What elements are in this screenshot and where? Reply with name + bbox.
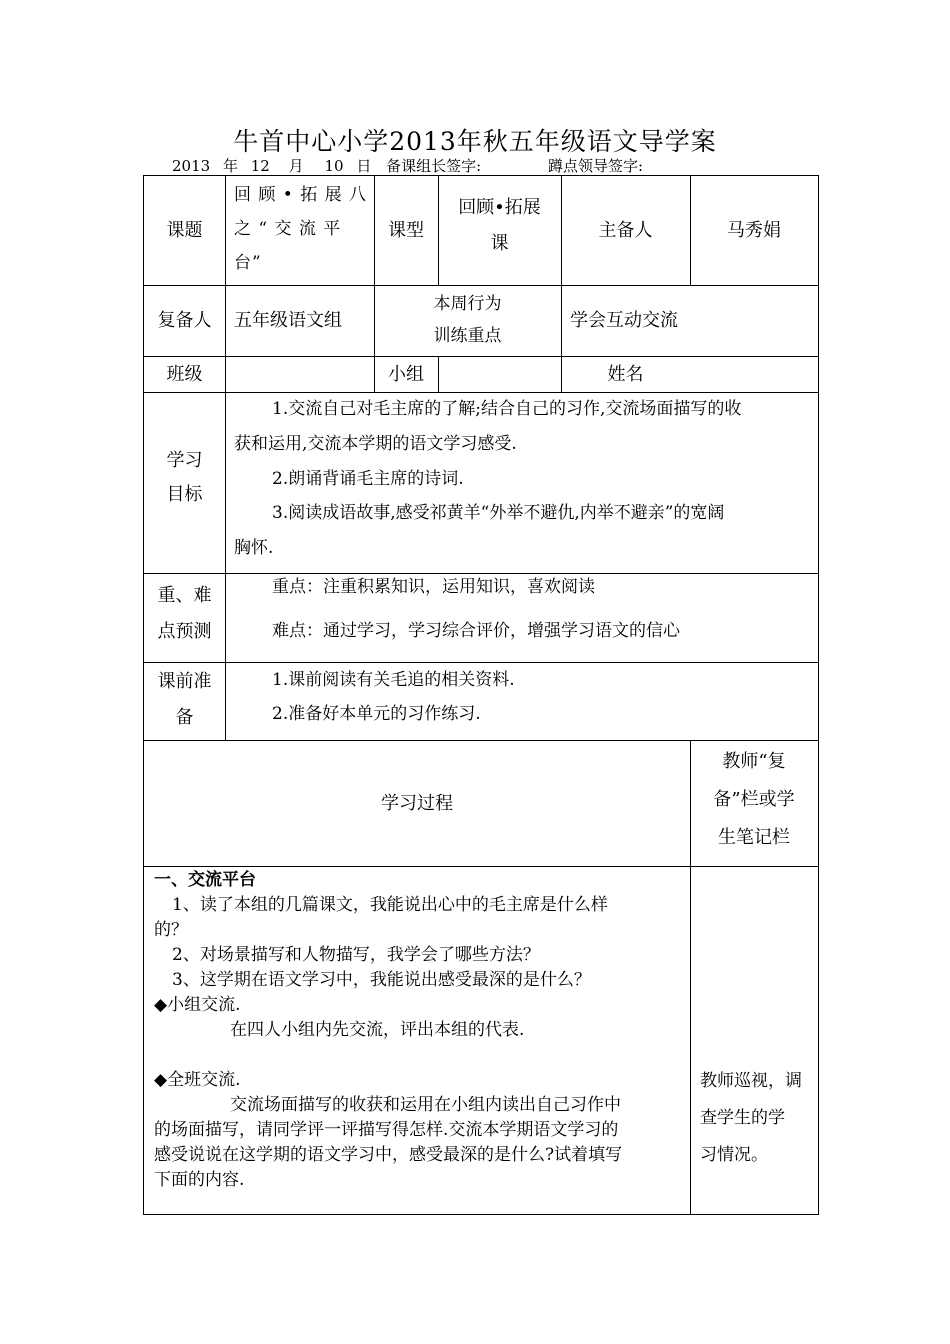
section-heading: 一、交流平台: [154, 870, 256, 890]
name-label: 姓名: [607, 363, 644, 385]
key-point-line: 重点：注重积累知识，运用知识，喜欢阅读: [272, 577, 595, 597]
class-discussion-line: 下面的内容.: [154, 1170, 245, 1190]
co-preparer-value: 五年级语文组: [234, 310, 342, 331]
co-preparer-label: 复备人: [157, 310, 212, 331]
notes-column-label-line: 生笔记栏: [718, 827, 790, 848]
document-title: 牛首中心小学2013年秋五年级语文导学案: [233, 127, 717, 156]
group-discussion-title: ◆小组交流.: [154, 995, 241, 1015]
key-points-label: [144, 578, 225, 650]
goals-label: [144, 444, 225, 512]
col-divider: [438, 356, 439, 392]
class-discussion-line: 的场面描写，请同学评一评描写得怎样.交流本学期语文学习的: [154, 1120, 619, 1140]
topic-value-line: 回 顾 • 拓 展 八: [234, 185, 368, 205]
notes-column-label-line: 备”栏或学: [713, 789, 795, 810]
goal-line: 3.阅读成语故事,感受祁黄羊“外举不避仇,内举不避亲”的宽阔: [272, 503, 725, 523]
station-leader-sign: 蹲点领导签字:: [547, 157, 644, 175]
date-year: 2013: [172, 157, 211, 175]
question-line: 的？: [154, 920, 188, 940]
goal-line: 获和运用,交流本学期的语文学习感受.: [234, 434, 517, 454]
question-line: 3、这学期在语文学习中，我能说出感受最深的是什么？: [172, 970, 591, 990]
col-divider: [225, 176, 226, 740]
type-value: [438, 190, 561, 262]
class-label: 班级: [166, 363, 203, 385]
teacher-note-line: 查学生的学: [700, 1108, 785, 1128]
topic-value-line: 之 “ 交 流 平: [234, 219, 342, 239]
date-month: 12: [250, 157, 270, 175]
group-leader-sign: 备课组长签字:: [386, 157, 482, 175]
goal-line: 1.交流自己对毛主席的了解;结合自己的习作,交流场面描写的收: [272, 399, 742, 419]
preparation-label-line: 备: [175, 707, 194, 728]
date-year-unit: 年: [222, 157, 238, 175]
row-divider: [144, 356, 818, 357]
teacher-note-line: 教师巡视，调: [700, 1071, 802, 1091]
type-value-line: 回顾•拓展: [458, 197, 541, 218]
date-day-unit: 日: [356, 157, 372, 175]
weekly-focus-label-line: 训练重点: [433, 326, 502, 346]
learning-process-label: 学习过程: [381, 792, 453, 814]
preparation-label: [144, 664, 225, 736]
date-day: 10: [324, 157, 344, 175]
topic-label: 课题: [166, 220, 203, 241]
goals-label-line: 目标: [166, 484, 203, 505]
lead-preparer-name: 马秀娟: [727, 220, 781, 241]
row-divider: [144, 866, 818, 867]
preparation-label-line: 课前准: [157, 671, 212, 692]
notes-column-label: [690, 743, 818, 857]
lead-preparer-label: 主备人: [598, 220, 653, 241]
group-discussion-text: 在四人小组内先交流，评出本组的代表.: [230, 1020, 525, 1040]
goal-line: 2.朗诵背诵毛主席的诗词.: [272, 469, 464, 489]
difficulty-line: 难点：通过学习，学习综合评价，增强学习语文的信心: [272, 621, 680, 641]
date-month-unit: 月: [288, 157, 304, 175]
type-label: 课型: [388, 220, 424, 241]
group-label: 小组: [388, 363, 424, 385]
class-discussion-line: 交流场面描写的收获和运用在小组内读出自己习作中: [230, 1095, 621, 1115]
teacher-note-line: 习情况。: [700, 1145, 768, 1165]
teacher-note: [700, 1063, 818, 1174]
preparation-line: 2.准备好本单元的习作练习.: [272, 704, 481, 724]
class-discussion-line: 感受说说在这学期的语文学习中，感受最深的是什么?试着填写: [154, 1145, 623, 1165]
key-points-label-line: 重、难: [157, 585, 212, 606]
notes-column-label-line: 教师“复: [722, 751, 786, 772]
weekly-focus-value: 学会互动交流: [570, 310, 678, 331]
date-signature-line: [172, 155, 643, 176]
type-value-line: 课: [490, 233, 509, 254]
goals-label-line: 学习: [166, 450, 203, 471]
lesson-plan-table: [143, 175, 819, 1215]
topic-value-line: 台”: [234, 253, 262, 273]
topic-value: [234, 178, 368, 280]
key-points-label-line: 点预测: [157, 621, 212, 642]
goal-line: 胸怀.: [234, 538, 274, 558]
weekly-focus-label: [374, 288, 561, 352]
question-line: 2、对场景描写和人物描写，我学会了哪些方法？: [172, 945, 540, 965]
question-line: 1、读了本组的几篇课文，我能说出心中的毛主席是什么样: [172, 895, 608, 915]
weekly-focus-label-line: 本周行为: [433, 294, 502, 314]
class-discussion-title: ◆全班交流.: [154, 1070, 241, 1090]
preparation-line: 1.课前阅读有关毛追的相关资料.: [272, 670, 515, 690]
